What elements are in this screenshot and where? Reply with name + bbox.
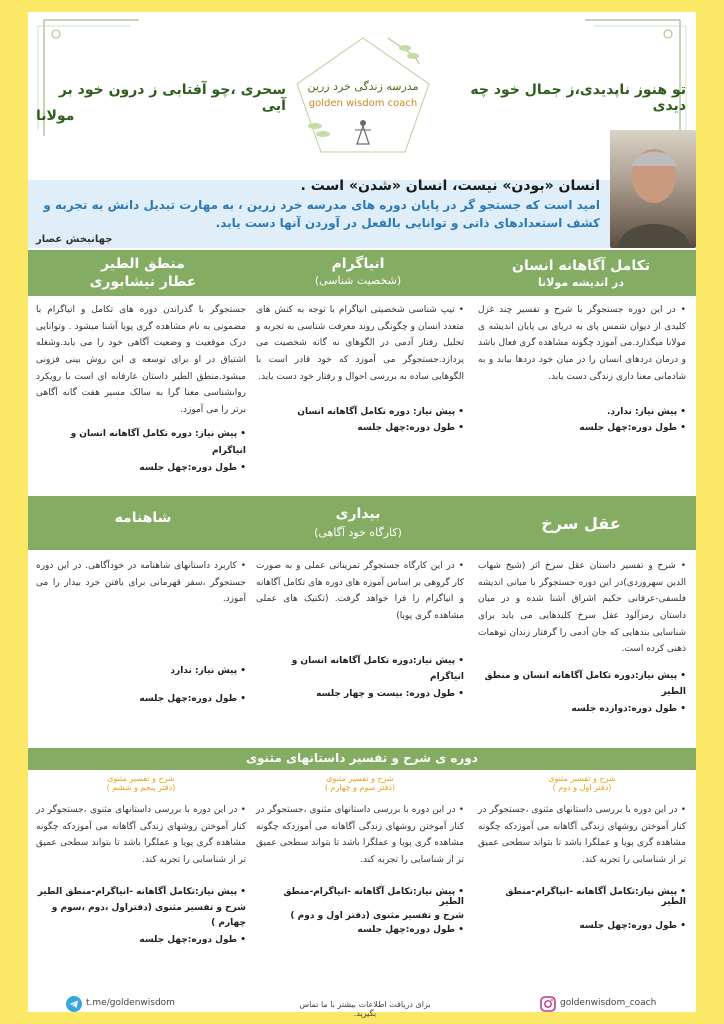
intro-line-3: کشف استعدادهای ذاتی و توانایی بالفعل در آوردن آنها دست یابد. — [215, 216, 600, 230]
row3-title-1: شرح و تفسیر مثنوی — [548, 774, 616, 783]
row2-header-band — [28, 496, 696, 550]
row1-col-3-text: جستجوگر با گذراندن دوره های تکامل و انیاگرام با مضمونی به نام مشاهده گری پویا آشنا میشود . وتوانایی درک موقعیت و وضعیت آگاهی خود را می یابد.وشغله اشتیاق در او برای توسعه ی این روش بینی فزونی میشود.منطق الطیر داستان عارفانه ای است با رویکرد روانشناسی معنا گرا به سالک مسیر هفت گانه آگاهی برتر را می آموزد. — [36, 305, 246, 415]
row3-col-2-duration: • طول دوره:چهل جلسه — [256, 925, 464, 935]
row3-sub-1: (دفتر اول و دوم ) — [552, 783, 612, 792]
row1-sub-1: در اندیشه مولانا — [537, 276, 625, 289]
row3-header-3 — [36, 774, 246, 792]
instagram-link[interactable]: goldenwisdom_coach — [560, 998, 657, 1008]
row3-title: دوره ی شرح و تفسیر داستانهای مثنوی — [246, 751, 478, 765]
row3-col-1-duration: • طول دوره:چهل جلسه — [478, 921, 686, 931]
row2-title-3: شاهنامه — [114, 510, 172, 526]
row2-col-3 — [36, 558, 246, 704]
row3-col-2-prereq: • پیش نیاز:تکامل آگاهانه -انیاگرام-منطق الطیر — [256, 887, 464, 907]
intro-line-1: انسان «بودن» نیست، انسان «شدن» است . — [300, 178, 600, 194]
row1-title-1: تکامل آگاهانه انسان — [512, 258, 650, 274]
row3-col-1 — [478, 802, 686, 931]
row1-col-1-duration: • طول دوره:چهل جلسه — [478, 423, 686, 433]
row3-col-3-prereq-2: شرح و تفسیر مثنوی (دفتراول ،دوم ،سوم و چهارم ) — [51, 902, 246, 928]
row1-title-3: منطق الطیر — [101, 256, 185, 272]
row3-header-band — [28, 748, 696, 770]
row1-col-3-duration: • طول دوره:چهل جلسه — [36, 463, 246, 473]
intro-author: جهانبخش عصار — [36, 234, 113, 245]
row1-col-1 — [478, 302, 686, 433]
row2-col-3-duration: • طول دوره:چهل جلسه — [36, 694, 246, 704]
row3-col-1-prereq: • پیش نیاز:تکامل آگاهانه -انیاگرام-منطق الطیر — [478, 887, 686, 907]
row1-col-3-prereq: • پیش نیاز: دوره تکامل آگاهانه انسان و انیاگرام — [36, 426, 246, 458]
row2-col-2-prereq: • پیش نیاز:دوره تکامل آگاهانه انسان و انیاگرام — [256, 653, 464, 685]
row3-col-2-text: • در این دوره با بررسی داستانهای مثنوی ،جستجوگر در کنار آموختن روشهای زندگی آگاهانه می آموزدکه چگونه مشاهده گری پویا و عملگرا باشد تا بتواند سطحی عمیق تر از شناسایی را تجربه کند. — [256, 802, 464, 869]
row3-col-1-text: • در این دوره با بررسی داستانهای مثنوی ،جستجوگر در کنار آموختن روشهای زندگی آگاهانه می آموزدکه چگونه مشاهده گری پویا و عملگرا باشد تا بتواند سطحی عمیق تر از شناسایی را تجربه کند. — [478, 802, 686, 869]
contact-note: برای دریافت اطلاعات بیشتر با ما تماس بگیرید. — [299, 1000, 431, 1018]
row1-col-2-text: • تیپ شناسی شخصیتی انیاگرام با توجه به کنش های متعدد انسان و چگونگی روند معرفت شناسی به تجربه و تحلیل رفتار آدمی در الگوهای نه گانه شخصیت می پردازد.جستجوگر می آموزد که خود قادر است با الگوهایی ساده به بررسی احوال و رفتار خود دست یابد. — [256, 302, 464, 385]
row2-title-2: بیداری — [335, 506, 381, 522]
row1-title-2: انیاگرام — [331, 256, 385, 272]
author-photo — [610, 130, 696, 248]
row1-col-1-text: • در این دوره جستجوگر با شرح و تفسیر چند غزل کلیدی از دیوان شمس پای به دریای بی پایان اندیشه ی مولانا میگذارد.می آموزد چگونه مشاهده گری فعال باشد و درمان دردهای انسان را در میان خود دردها بیابد و به شادمانی معنا داری زندگی دست یابد. — [478, 302, 686, 385]
row1-sub-3: عطار نیشابوری — [89, 274, 197, 290]
school-logo — [293, 34, 433, 156]
row2-title-1: عقل سرخ — [541, 514, 621, 533]
row3-sub-2: (دفتر سوم و چهارم ) — [324, 783, 396, 792]
row2-col-2 — [256, 558, 464, 699]
poster — [28, 12, 696, 1012]
logo-english-name: golden wisdom coach — [308, 98, 418, 109]
row2-col-3-text: • کاربرد داستانهای شاهنامه در خودآگاهی. در این دوره جستجوگر ،سفر قهرمانی برای یافتن خرد بیدار را می آموزد. — [36, 558, 246, 608]
row2-col-2-duration: • طول دوره: بیست و چهار جلسه — [256, 689, 464, 699]
row3-col-2 — [256, 802, 464, 935]
poem-left: سحری ،چو آفتابی ز درون خود بر آیی — [58, 82, 286, 114]
row1-col-3 — [36, 302, 246, 473]
instagram-icon[interactable] — [540, 996, 556, 1012]
intro-line-2: امید است که جستجو گر در پایان دوره های مدرسه خرد زرین ، به مهارت تبدیل دانش به تجربه و — [43, 198, 600, 212]
row1-col-2-duration: • طول دوره:چهل جلسه — [256, 423, 464, 433]
row2-col-1-text: • شرح و تفسیر داستان عقل سرخ اثر (شیخ شهاب الدین سهروردی)در این دوره جستجوگر با مبانی اندیشه فلسفی-عرفانی حکیم اشراق آشنا شده و در میان داستان رمزآلود عقل سرخ کلیدهایی می یابد برای شناسایی بندهایی که جان آدمی را گرفتار زندان توهمات ذهنی کرده است. — [478, 558, 686, 658]
telegram-link[interactable]: t.me/goldenwisdom — [86, 998, 175, 1008]
row2-col-1-duration: • طول دوره:دوازده جلسه — [478, 704, 686, 714]
row1-col-2 — [256, 302, 464, 433]
row3-col-3-duration: • طول دوره:چهل جلسه — [36, 935, 246, 945]
row3-title-3: شرح و تفسیر مثنوی — [107, 774, 175, 783]
logo-persian-name: مدرسه زندگی خرد زرین — [307, 80, 419, 93]
row3-col-3-prereq: • پیش نیاز:تکامل آگاهانه -انیاگرام-منطق الطیر — [36, 887, 246, 897]
row3-title-2: شرح و تفسیر مثنوی — [326, 774, 394, 783]
row3-header-2 — [256, 774, 464, 792]
row3-col-3-text: • در این دوره با بررسی داستانهای مثنوی ،جستجوگر در کنار آموختن روشهای زندگی آگاهانه می آموزدکه چگونه مشاهده گری پویا و عملگرا باشد تا بتواند سطحی عمیق تر از شناسایی را تجربه کند. — [36, 802, 246, 869]
row2-col-2-text: • در این کارگاه جستجوگر تمریناتی عملی و به صورت کار گروهی بر اساس آموزه های دوره های تکامل آگاهانه و انیاگرام را فرا خواهد گرفت. (تکنیک های عملی مشاهده گری پویا) — [256, 558, 464, 625]
row1-sub-2: (شخصیت شناسی) — [314, 274, 402, 287]
row1-col-2-prereq: • پیش نیاز: دوره تکامل آگاهانه انسان — [256, 407, 464, 417]
poet-name: مولانا — [36, 108, 75, 124]
poem-right: تو هنوز ناپدیدی،ز جمال خود چه دیدی — [470, 82, 686, 114]
right-floral-frame-icon — [580, 18, 690, 138]
row3-col-2-prereq-2: شرح و تفسیر مثنوی (دفتر اول و دوم ) — [290, 910, 464, 921]
row3-sub-3: (دفتر پنجم و ششم ) — [106, 783, 176, 792]
row1-col-1-prereq: • پیش نیاز: ندارد. — [478, 407, 686, 417]
row2-col-3-prereq: • پیش نیاز: ندارد — [36, 666, 246, 676]
telegram-icon[interactable] — [66, 996, 82, 1012]
row2-sub-2: (کارگاه خود آگاهی) — [314, 526, 402, 539]
row2-col-1-prereq: • پیش نیاز:دوره تکامل آگاهانه انسان و منطق الطیر — [478, 668, 686, 700]
whirling-dervish-icon — [351, 118, 375, 148]
person-portrait-icon — [610, 130, 696, 248]
row3-header-1 — [478, 774, 686, 792]
row2-col-1 — [478, 558, 686, 714]
row3-col-3 — [36, 802, 246, 945]
row1-header-band — [28, 250, 696, 296]
